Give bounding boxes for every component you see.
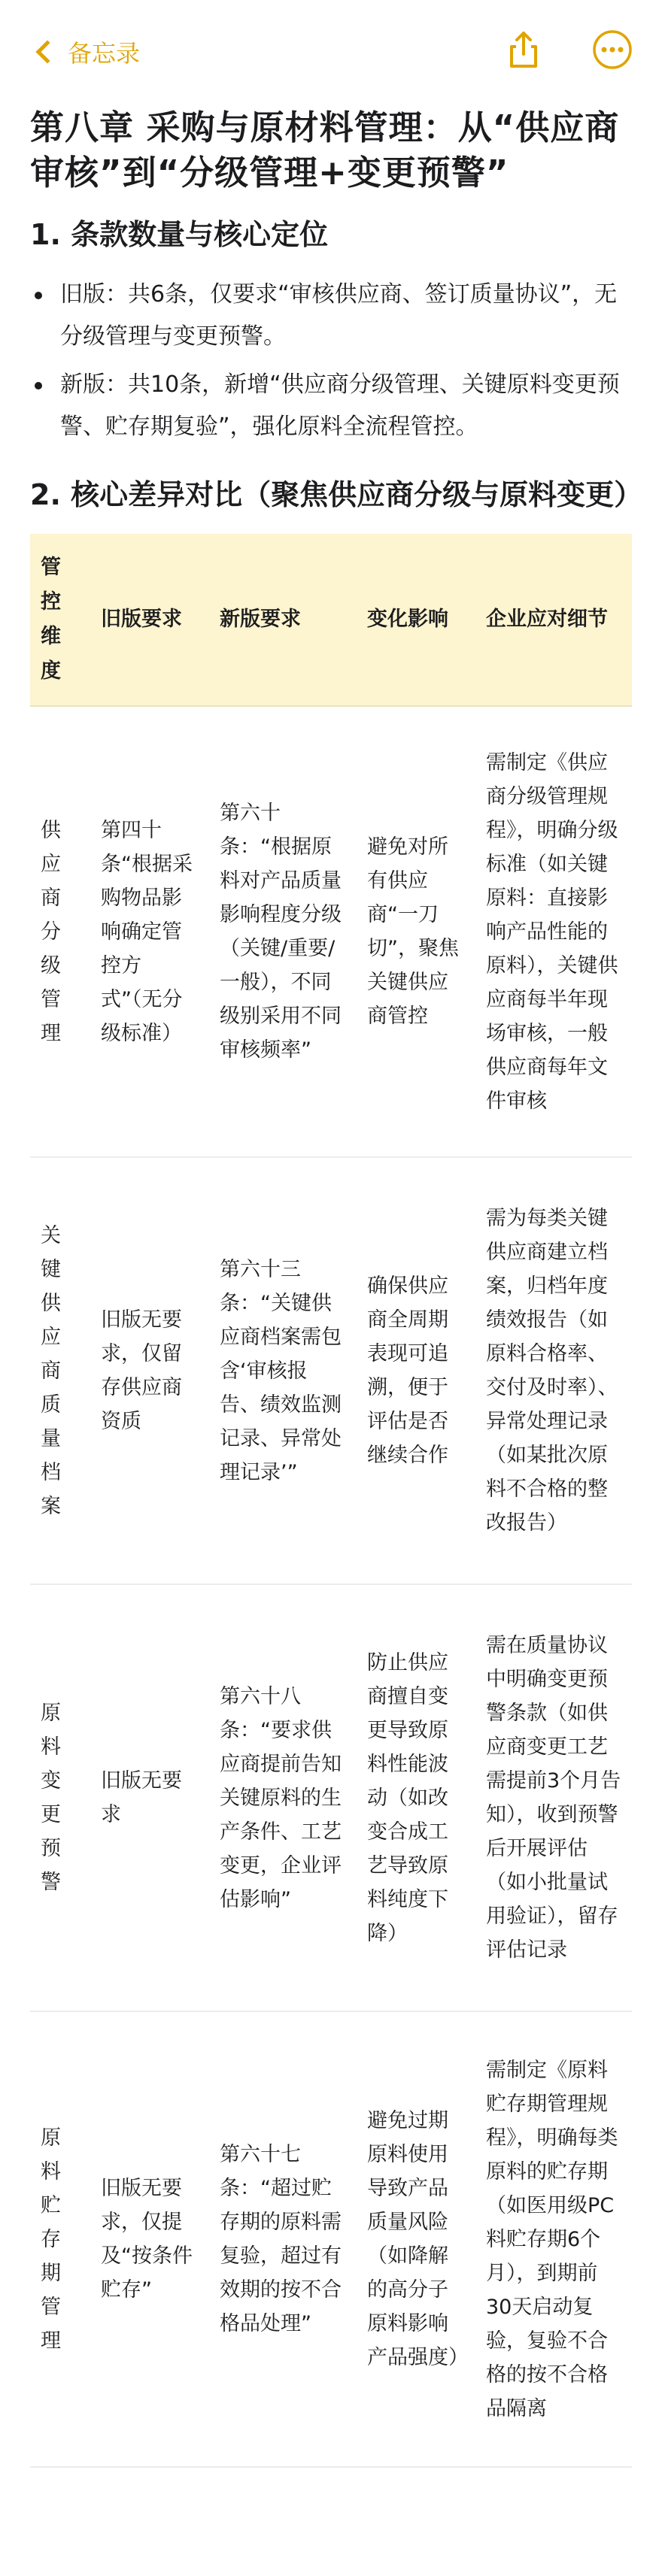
chevron-left-icon (35, 40, 59, 63)
table-cell: 第六十八条：“要求供应商提前告知关键原料的生产条件、工艺变更，企业评估影响” (209, 1584, 357, 2011)
table-cell: 原料变更预警 (30, 1584, 90, 2011)
list-item: 旧版：共6条，仅要求“审核供应商、签订质量协议”，无分级管理与变更预警。 (30, 274, 632, 358)
column-header: 变化影响 (357, 534, 475, 706)
table-cell: 供应商分级管理 (30, 706, 90, 1157)
column-header: 新版要求 (209, 534, 357, 706)
table-row (30, 2011, 632, 2467)
column-header: 旧版要求 (90, 534, 209, 706)
more-icon[interactable] (591, 29, 633, 71)
bottom-spacer (30, 2468, 632, 2498)
table-cell: 避免对所有供应商“一刀切”，聚焦关键供应商管控 (357, 706, 475, 1157)
table-row (30, 706, 632, 1157)
column-header: 管控维度 (30, 534, 90, 706)
table-cell: 防止供应商擅自变更导致原料性能波动（如改变合成工艺导致原料纯度下降） (357, 1584, 475, 2011)
table-cell: 旧版无要求，仅留存供应商资质 (90, 1157, 209, 1584)
table-cell: 第四十条“根据采购物品影响确定管控方式”（无分级标准） (90, 706, 209, 1157)
table-cell: 需制定《供应商分级管理规程》，明确分级标准（如关键原料：直接影响产品性能的原料），关键供应商每半年现场审核，一般供应商每年文件审核 (475, 706, 632, 1157)
section-heading: 2. 核心差异对比（聚焦供应商分级与原料变更） (30, 478, 643, 511)
table-row (30, 1157, 632, 1584)
note-title: 第八章 采购与原材料管理：从“供应商审核”到“分级管理+变更预警” (30, 108, 620, 192)
table-cell: 第六十条：“根据原料对产品质量影响程度分级（关键/重要/一般），不同级别采用不同审核频率” (209, 706, 357, 1157)
top-navigation-bar (0, 0, 662, 105)
note-content (0, 105, 662, 2498)
table-cell: 原料贮存期管理 (30, 2011, 90, 2467)
table-cell: 关键供应商质量档案 (30, 1157, 90, 1584)
table-cell: 需为每类关键供应商建立档案，归档年度绩效报告（如原料合格率、交付及时率）、异常处理记录（如某批次原料不合格的整改报告） (475, 1157, 632, 1584)
column-header: 企业应对细节 (475, 534, 632, 706)
table-cell: 避免过期原料使用导致产品质量风险（如降解的高分子原料影响产品强度） (357, 2011, 475, 2467)
share-icon[interactable] (503, 29, 545, 71)
bullet-list (30, 274, 632, 448)
table-header-row (30, 534, 632, 706)
comparison-table (30, 534, 632, 2468)
back-label: 备忘录 (68, 39, 141, 68)
table-cell: 第六十三条：“关键供应商档案需包含‘审核报告、绩效监测记录、异常处理记录’” (209, 1157, 357, 1584)
table-cell: 需制定《原料贮存期管理规程》，明确每类原料的贮存期（如医用级PC料贮存期6个月），到期前30天启动复验，复验不合格的按不合格品隔离 (475, 2011, 632, 2467)
table-cell: 旧版无要求，仅提及“按条件贮存” (90, 2011, 209, 2467)
table-cell: 需在质量协议中明确变更预警条款（如供应商变更工艺需提前3个月告知），收到预警后开展评估（如小批量试用验证），留存评估记录 (475, 1584, 632, 2011)
list-item: 新版：共10条，新增“供应商分级管理、关键原料变更预警、贮存期复验”，强化原料全流程管控。 (30, 364, 632, 448)
section-heading: 1. 条款数量与核心定位 (30, 218, 329, 251)
table-cell: 第六十七条：“超过贮存期的原料需复验，超过有效期的按不合格品处理” (209, 2011, 357, 2467)
table-cell: 确保供应商全周期表现可追溯，便于评估是否继续合作 (357, 1157, 475, 1584)
back-button[interactable] (35, 35, 140, 69)
table-row (30, 1584, 632, 2011)
table-cell: 旧版无要求 (90, 1584, 209, 2011)
